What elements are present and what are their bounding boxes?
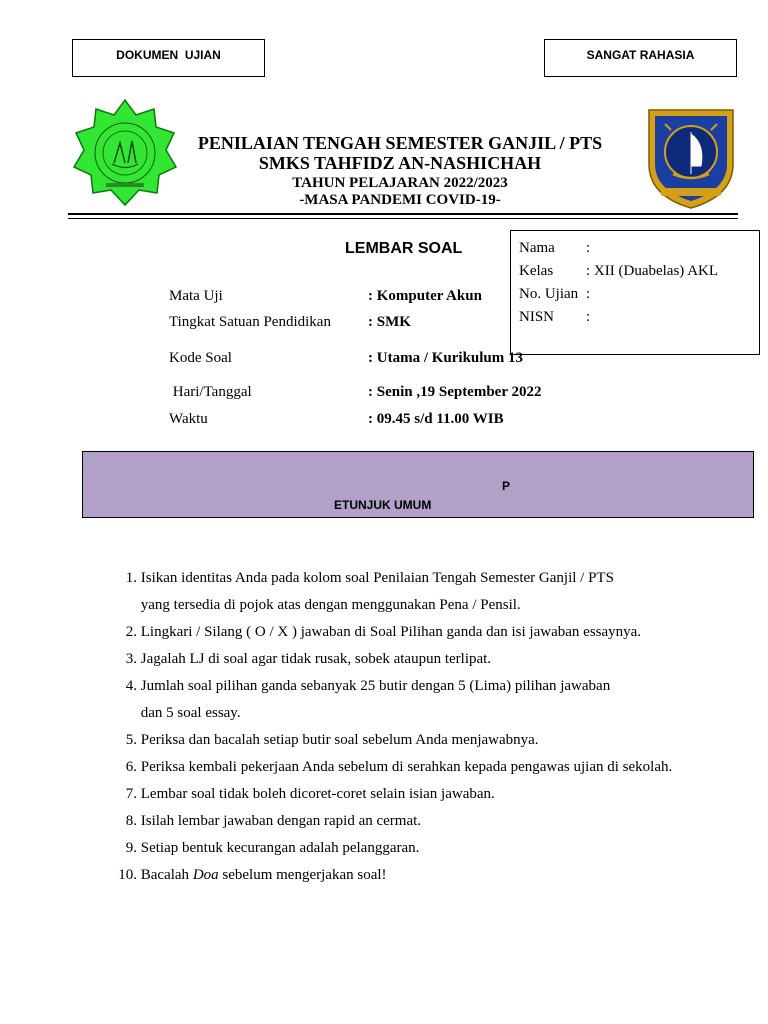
identity-value: : XII (Duabelas) AKL bbox=[586, 263, 719, 279]
general-instructions-band bbox=[82, 451, 754, 518]
school-logo-icon bbox=[70, 97, 180, 209]
list-item bbox=[110, 565, 750, 619]
info-value: : Komputer Akun bbox=[368, 288, 482, 304]
identity-label: Kelas bbox=[519, 263, 554, 279]
list-text-line: Isikan identitas Anda pada kolom soal Penilaian Tengah Semester Ganjil / PTS bbox=[140, 570, 614, 586]
info-row-level bbox=[169, 314, 411, 331]
school-name: SMKS TAHFIDZ AN-NASHICHAH bbox=[258, 153, 542, 173]
list-number: 10. bbox=[118, 867, 137, 883]
list-item bbox=[110, 781, 750, 808]
band-heading: ETUNJUK UMUM bbox=[334, 498, 432, 512]
identity-value: : bbox=[586, 240, 591, 256]
list-number: 8. bbox=[125, 813, 137, 829]
identity-row-exam-number bbox=[519, 286, 759, 309]
list-number: 2. bbox=[125, 624, 137, 640]
list-item bbox=[110, 808, 750, 835]
list-text-emphasis: Doa bbox=[192, 867, 219, 883]
list-item bbox=[110, 673, 750, 727]
info-value: : Senin ,19 September 2022 bbox=[368, 384, 542, 400]
list-text bbox=[137, 565, 614, 592]
list-number: 4. bbox=[125, 678, 137, 694]
info-row-time bbox=[169, 411, 504, 428]
info-label: Tingkat Satuan Pendidikan bbox=[169, 314, 331, 330]
list-text: Bacalah bbox=[140, 867, 193, 883]
province-emblem-icon bbox=[643, 104, 739, 212]
info-label: Kode Soal bbox=[169, 350, 232, 366]
list-text: Lembar soal tidak boleh dicoret-coret selain isian jawaban. bbox=[140, 786, 495, 802]
secret-label-box bbox=[544, 39, 737, 77]
list-item bbox=[110, 727, 750, 754]
band-initial: P bbox=[502, 479, 511, 493]
identity-row-class bbox=[519, 263, 759, 286]
list-number: 1. bbox=[125, 570, 137, 586]
list-text: sebelum mengerjakan soal! bbox=[218, 867, 387, 883]
secret-label: SANGAT RAHASIA bbox=[586, 48, 695, 62]
identity-label: NISN bbox=[519, 309, 555, 325]
info-row-date bbox=[169, 384, 541, 401]
identity-row-name bbox=[519, 240, 759, 263]
list-number: 9. bbox=[125, 840, 137, 856]
list-text: Jagalah LJ di soal agar tidak rusak, sobek ataupun terlipat. bbox=[140, 651, 492, 667]
identity-value: : bbox=[586, 286, 591, 302]
list-item bbox=[110, 646, 750, 673]
document-label: DOKUMEN UJIAN bbox=[116, 48, 221, 62]
list-number: 6. bbox=[125, 759, 137, 775]
identity-row-nisn bbox=[519, 309, 759, 332]
identity-box bbox=[510, 230, 760, 355]
info-value: : Utama / Kurikulum 13 bbox=[368, 350, 524, 366]
list-text-line: yang tersedia di pojok atas dengan menggunakan Pena / Pensil. bbox=[140, 597, 521, 613]
list-text: Periksa dan bacalah setiap butir soal sebelum Anda menjawabnya. bbox=[140, 732, 539, 748]
info-value: : SMK bbox=[368, 314, 411, 330]
list-number: 5. bbox=[125, 732, 137, 748]
list-text: Setiap bentuk kecurangan adalah pelanggaran. bbox=[140, 840, 420, 856]
info-row-subject bbox=[169, 288, 482, 305]
list-text-line: dan 5 soal essay. bbox=[140, 705, 241, 721]
identity-label: Nama bbox=[519, 240, 555, 256]
list-item bbox=[110, 835, 750, 862]
identity-label: No. Ujian bbox=[519, 286, 579, 302]
list-text: Isilah lembar jawaban dengan rapid an cermat. bbox=[140, 813, 422, 829]
list-text: Lingkari / Silang ( O / X ) jawaban di Soal Pilihan ganda dan isi jawaban essaynya. bbox=[140, 624, 642, 640]
identity-value: : bbox=[586, 309, 591, 325]
list-number: 7. bbox=[125, 786, 137, 802]
exam-title: PENILAIAN TENGAH SEMESTER GANJIL / PTS bbox=[197, 133, 603, 153]
info-label: Mata Uji bbox=[169, 288, 223, 304]
sheet-title: LEMBAR SOAL bbox=[345, 240, 463, 257]
list-item bbox=[110, 619, 750, 646]
instruction-list bbox=[110, 565, 750, 889]
header-divider-thick bbox=[68, 213, 738, 215]
pandemic-note: -MASA PANDEMI COVID-19- bbox=[299, 192, 501, 208]
header-divider-thin bbox=[68, 218, 738, 219]
info-label: Hari/Tanggal bbox=[169, 384, 252, 400]
info-value: : 09.45 s/d 11.00 WIB bbox=[368, 411, 504, 427]
list-number: 3. bbox=[125, 651, 137, 667]
info-row-code bbox=[169, 350, 523, 367]
list-text-line: Jumlah soal pilihan ganda sebanyak 25 butir dengan 5 (Lima) pilihan jawaban bbox=[140, 678, 611, 694]
academic-year: TAHUN PELAJARAN 2022/2023 bbox=[292, 175, 508, 191]
list-item bbox=[110, 862, 750, 889]
list-item bbox=[110, 754, 750, 781]
info-label: Waktu bbox=[169, 411, 208, 427]
list-text: Periksa kembali pekerjaan Anda sebelum di serahkan kepada pengawas ujian di sekolah. bbox=[140, 759, 673, 775]
document-label-box bbox=[72, 39, 265, 77]
